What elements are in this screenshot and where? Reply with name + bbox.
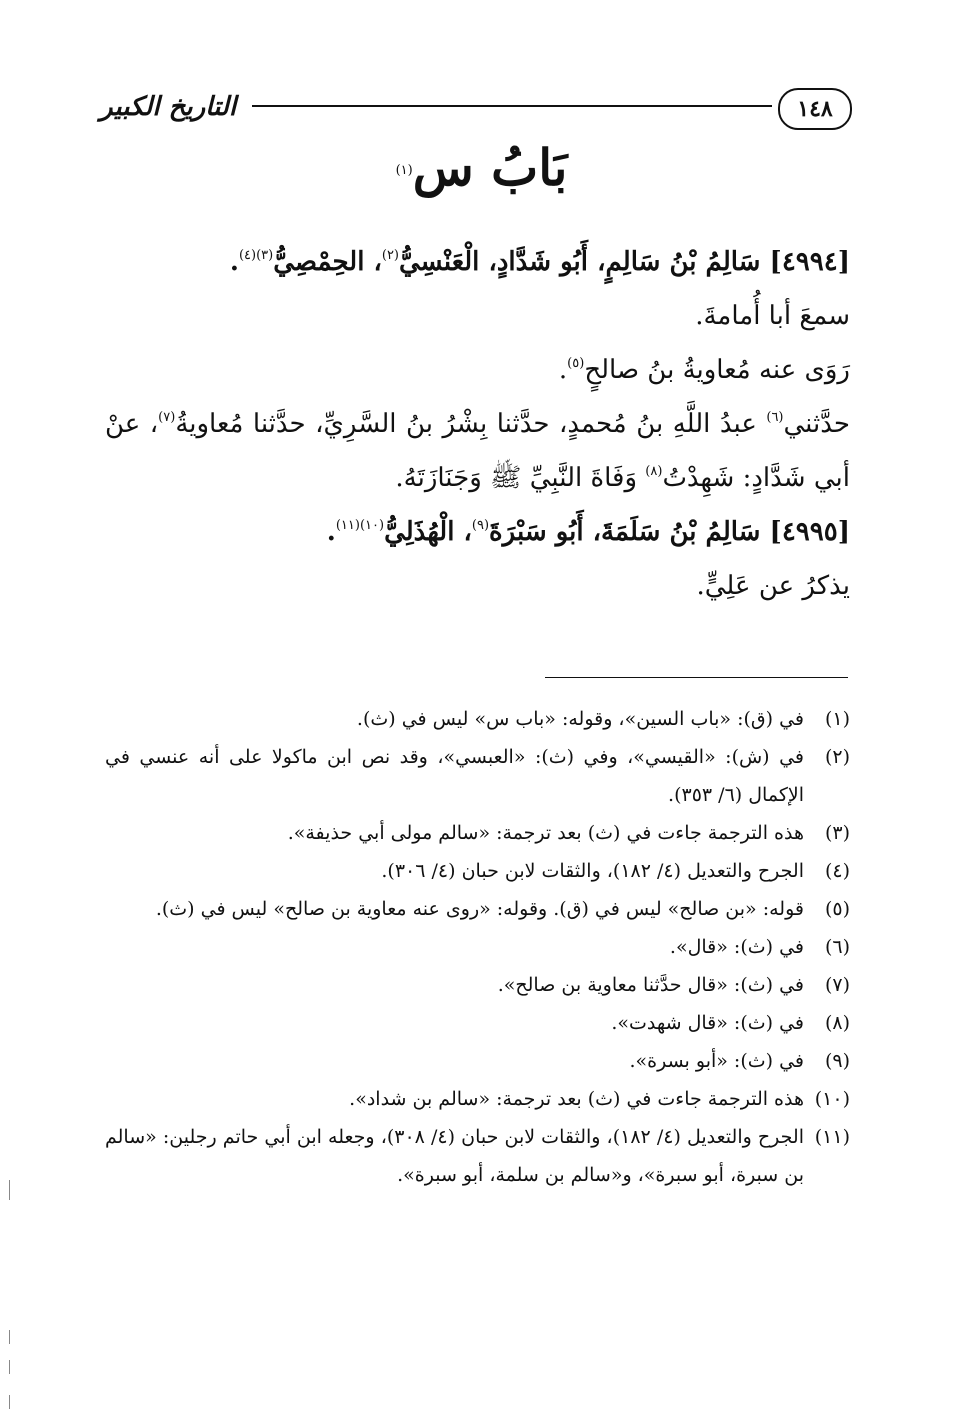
- footnote-ref: (٦): [766, 410, 784, 425]
- footnote-text: في (ث): «قال».: [669, 936, 804, 958]
- footnote-text: قوله: «بن صالح» ليس في (ق). وقوله: «روى عنه معاوية بن صالح» ليس في (ث).: [155, 898, 804, 920]
- chapter-title-text: بَابُ س: [412, 138, 568, 197]
- entry-head-text: [٤٩٩٥] سَالِمُ بْنُ سَلَمَةَ، أَبُو سَبْرَةَ: [489, 517, 850, 547]
- footnote: [105, 966, 850, 1004]
- footnote-text: في (ث): «أبو بسرة».: [629, 1050, 804, 1072]
- footnote-number: (٢): [824, 746, 850, 768]
- binding-mark: [9, 1330, 10, 1344]
- footnote-text: هذه الترجمة جاءت في (ث) بعد ترجمة: «سالم مولى أبي حذيفة».: [287, 822, 804, 844]
- binding-mark: [9, 1180, 10, 1200]
- footnote: [105, 700, 850, 738]
- main-text: [105, 235, 850, 613]
- entry-head-text: ، الْهُذَلِيُّ: [384, 517, 472, 547]
- book-title: التاريخ الكبير: [100, 92, 237, 122]
- footnote-ref: (٨): [645, 464, 663, 479]
- binding-mark: [9, 1360, 10, 1374]
- footnote-text: في (ث): «قال حدَّثنا معاوية بن صالح».: [497, 974, 804, 996]
- chapter-title: [0, 138, 963, 198]
- footnote: [105, 928, 850, 966]
- entry-heading: [105, 235, 850, 289]
- footnote-ref: (٣)(٤): [238, 248, 274, 263]
- body-line: يذكرُ عن عَلِيٍّ.: [696, 571, 850, 601]
- footnote: [105, 1080, 850, 1118]
- footnote-number: (٨): [824, 1012, 850, 1034]
- footnote-number: (٩): [824, 1050, 850, 1072]
- footnote-separator: [545, 677, 848, 678]
- body-line: سمعَ أبا أُمامةَ.: [695, 301, 850, 331]
- binding-mark: [9, 1395, 10, 1409]
- entry-heading: [105, 505, 850, 559]
- footnote-text: الجرح والتعديل (٤/ ١٨٢)، والثقات لابن حبان (٤/ ٣٠٨)، وجعله ابن أبي حاتم رجلين: «سالم بن سبرة، أبو سبرة»، و«سالم بن سلمة، أبو سبرة».: [105, 1126, 804, 1186]
- footnote-number: (١): [824, 708, 850, 730]
- footnote: [105, 1118, 850, 1194]
- footnote-ref: (١٠)(١١): [335, 518, 385, 533]
- footnote: [105, 1004, 850, 1042]
- footnote-text: في (ث): «قال شهدت».: [611, 1012, 804, 1034]
- entry-head-end: .: [326, 517, 336, 547]
- footnote-number: (٦): [824, 936, 850, 958]
- hadith-paragraph: [105, 397, 850, 505]
- footnote-ref: (٧): [158, 410, 176, 425]
- footnote: [105, 738, 850, 814]
- footnote: [105, 1042, 850, 1080]
- footnote: [105, 852, 850, 890]
- entry-head-text: ، الحِمْصِيُّ: [273, 247, 382, 277]
- footnote: [105, 814, 850, 852]
- footnote-number: (٤): [824, 860, 850, 882]
- body-text: ، عنْ أبي شَدَّادٍ: شَهِدْتُ: [105, 409, 850, 493]
- footnote-text: الجرح والتعديل (٤/ ١٨٢)، والثقات لابن حبان (٤/ ٣٠٦).: [381, 860, 804, 882]
- body-text: حدَّثني: [783, 409, 850, 439]
- body-text: وَفَاةَ النَّبِيِّ ﷺ وَجَنَازَتَهُ.: [395, 463, 646, 493]
- footnotes: [105, 700, 850, 1194]
- running-header: [100, 88, 852, 138]
- footnote-number: (٥): [824, 898, 850, 920]
- footnote-text: في (ق): «باب السين»، وقوله: «باب س» ليس في (ث).: [356, 708, 804, 730]
- body-line: [105, 343, 850, 397]
- header-rule: [252, 105, 772, 107]
- footnote-number: (١١): [814, 1126, 850, 1148]
- page-number: ١٤٨: [778, 88, 852, 130]
- footnote-text: في (ش): «القيسي»، وفي (ث): «العبسي»، وقد نص ابن ماكولا على أنه عنسي في الإكمال (٦/ ٣٥٣).: [105, 746, 804, 806]
- footnote-ref: (٥): [567, 356, 585, 371]
- footnote: [105, 890, 850, 928]
- footnote-number: (٧): [824, 974, 850, 996]
- body-text: رَوَى عنه مُعاويةُ بنُ صالحٍ: [584, 355, 850, 385]
- entry-head-end: .: [229, 247, 239, 277]
- entry-head-text: [٤٩٩٤] سَالِمُ بْنُ سَالِمٍ، أَبُو شَدَّادٍ، الْعَنْسِيُّ: [399, 247, 850, 277]
- footnote-ref: (٩): [471, 518, 490, 533]
- footnote-ref: (٢): [381, 248, 399, 263]
- body-text: عبدُ اللَّهِ بنُ مُحمدٍ، حدَّثنا بِشْرُ بنُ السَّرِيِّ، حدَّثنا مُعاويةُ: [175, 409, 767, 439]
- footnote-ref: (١): [395, 163, 413, 178]
- footnote-text: هذه الترجمة جاءت في (ث) بعد ترجمة: «سالم بن شداد».: [349, 1088, 804, 1110]
- footnote-number: (٣): [824, 822, 850, 844]
- footnote-number: (١٠): [814, 1088, 850, 1110]
- body-text: .: [558, 355, 568, 385]
